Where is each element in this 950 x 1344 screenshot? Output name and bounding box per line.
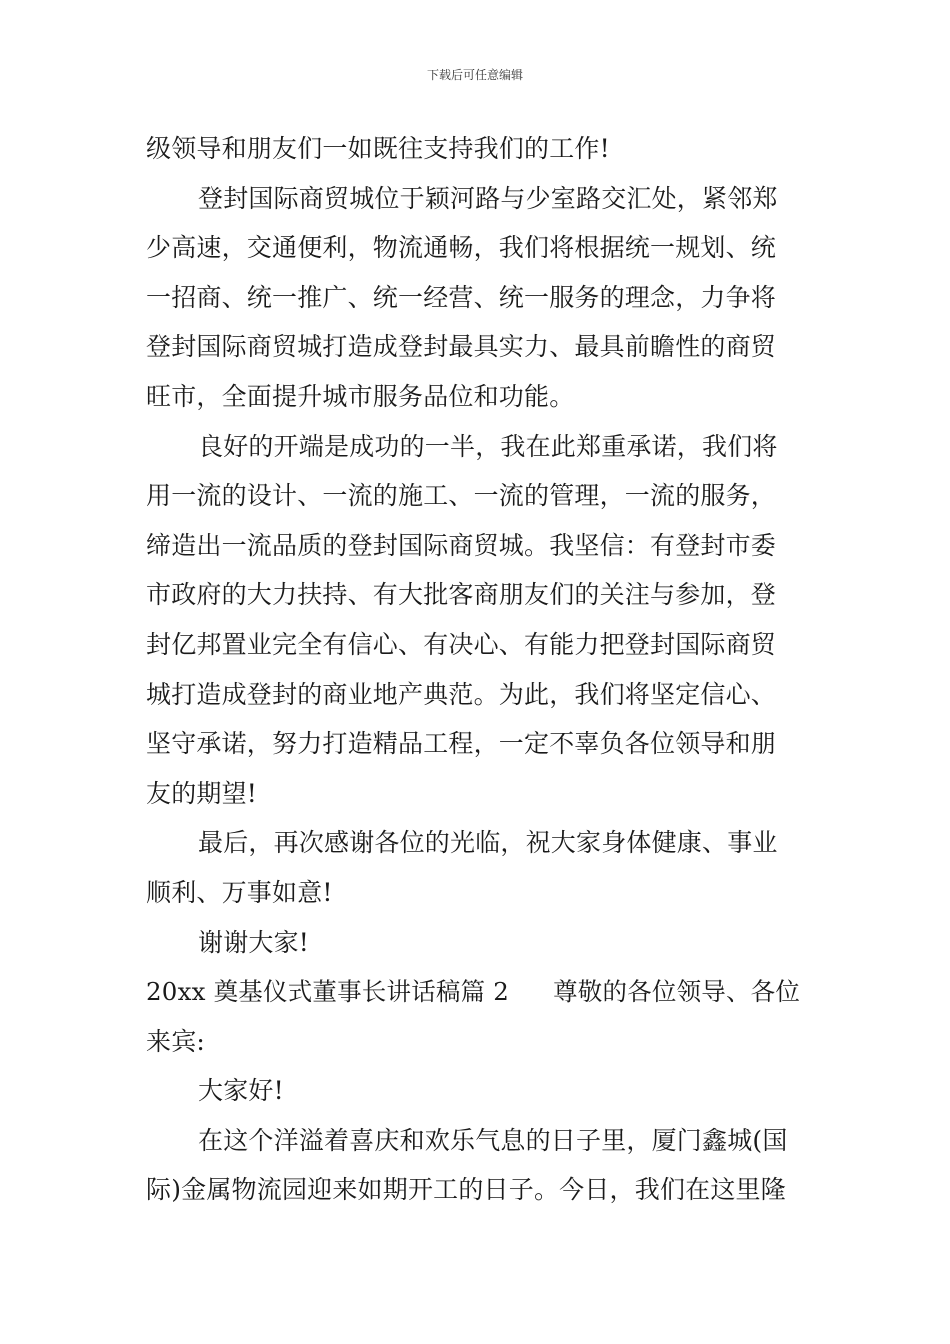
text-line: 市政府的大力扶持、有大批客商朋友们的关注与参加，登 xyxy=(146,580,777,610)
text-line: 来宾: xyxy=(146,1026,206,1056)
section-title: 20xx 奠基仪式董事长讲话稿篇 2 xyxy=(146,977,510,1007)
section-title-line xyxy=(146,967,810,1017)
text-line: 用一流的设计、一流的施工、一流的管理，一流的服务， xyxy=(146,481,777,511)
text-line: 际)金属物流园迎来如期开工的日子。今日，我们在这里隆 xyxy=(146,1175,786,1205)
text-line: 一招商、统一推广、统一经营、统一服务的理念，力争将 xyxy=(146,282,777,312)
text-line: 少高速，交通便利，物流通畅，我们将根据统一规划、统 xyxy=(146,233,777,263)
text-line: 友的期望! xyxy=(146,778,258,808)
paragraph-start-line: 最后，再次感谢各位的光临，祝大家身体健康、事业 xyxy=(198,828,778,858)
text-line: 城打造成登封的商业地产典范。为此，我们将坚定信心、 xyxy=(146,679,777,709)
text-line: 坚守承诺，努力打造精品工程，一定不辜负各位领导和朋 xyxy=(146,729,777,759)
text-line: 顺利、万事如意! xyxy=(146,877,333,907)
document-body xyxy=(146,124,810,1215)
text-line: 缔造出一流品质的登封国际商贸城。我坚信：有登封市委 xyxy=(146,530,777,560)
paragraph-start-line: 谢谢大家! xyxy=(198,927,310,957)
text-line: 级领导和朋友们一如既往支持我们的工作! xyxy=(146,134,610,163)
paragraph-start-line: 大家好! xyxy=(198,1076,284,1106)
text-line: 登封国际商贸城打造成登封最具实力、最具前瞻性的商贸 xyxy=(146,332,777,362)
page-header-note: 下载后可任意编辑 xyxy=(426,68,523,82)
paragraph-start-line: 登封国际商贸城位于颖河路与少室路交汇处，紧邻郑 xyxy=(198,183,778,213)
salutation: 尊敬的各位领导、各位 xyxy=(553,977,801,1007)
text-line: 旺市，全面提升城市服务品位和功能。 xyxy=(146,381,575,411)
text-line: 封亿邦置业完全有信心、有决心、有能力把登封国际商贸 xyxy=(146,629,777,659)
paragraph-start-line: 在这个洋溢着喜庆和欢乐气息的日子里，厦门鑫城(国 xyxy=(198,1125,788,1155)
paragraph-start-line: 良好的开端是成功的一半，我在此郑重承诺，我们将 xyxy=(198,431,778,461)
